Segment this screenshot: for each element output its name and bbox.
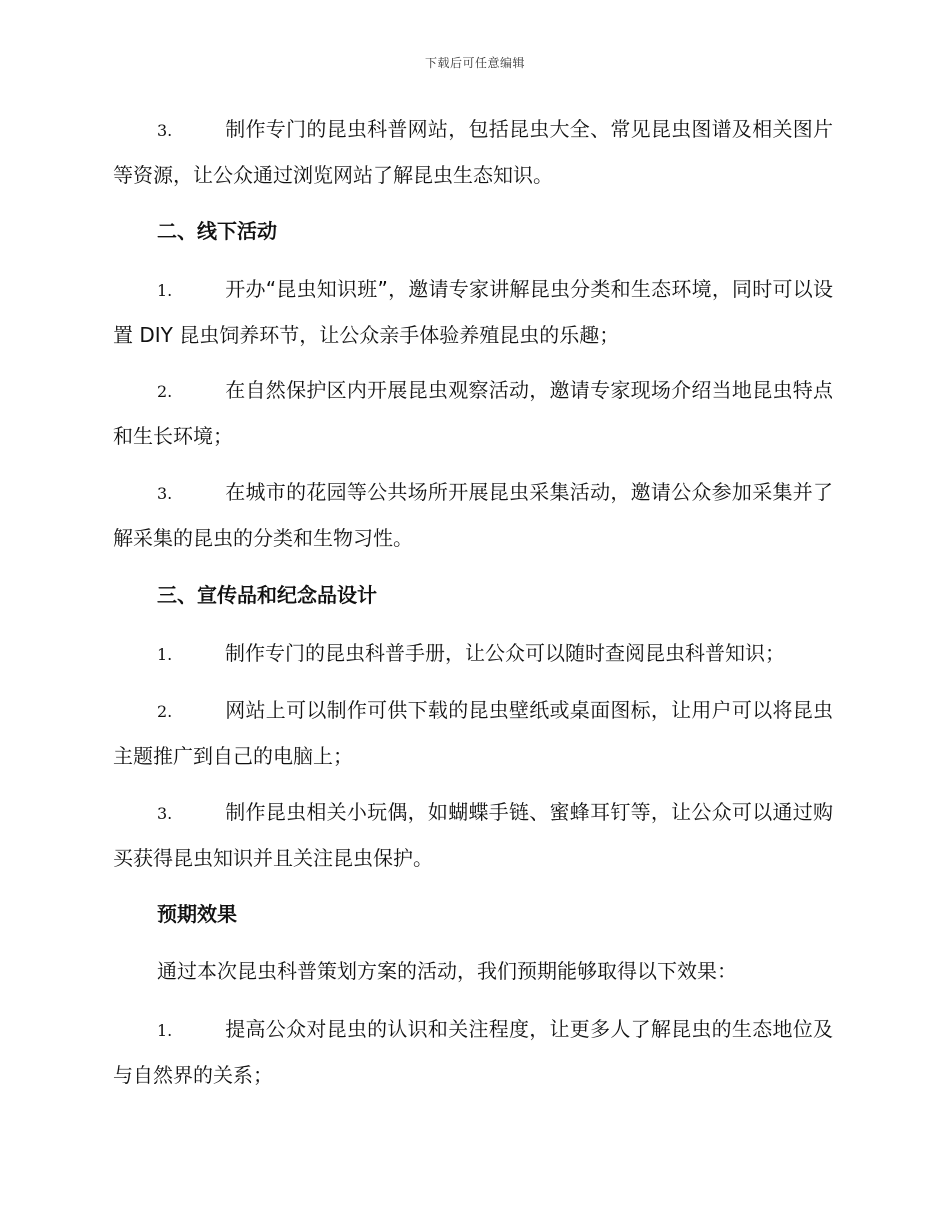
list-text: 在城市的花园等公共场所开展昆虫采集活动，邀请公众参加采集并了解采集的昆虫的分类和生物习性。 [113,480,833,550]
page-header: 下载后可任意编辑 [424,56,525,70]
list-number: 3. [157,804,173,823]
list-item [113,631,833,677]
list-text: 提高公众对昆虫的认识和关注程度，让更多人了解昆虫的生态地位及与自然界的关系； [113,1017,833,1087]
list-item [113,688,833,778]
list-item [113,1007,833,1097]
section-heading: 三、宣传品和纪念品设计 [157,583,377,607]
section-heading: 预期效果 [157,902,237,926]
list-item [113,790,833,880]
list-item [113,267,833,357]
list-text: 制作专门的昆虫科普手册，让公众可以随时查阅昆虫科普知识； [225,641,785,665]
list-text: 制作昆虫相关小玩偶，如蝴蝶手链、蜜蜂耳钉等，让公众可以通过购买获得昆虫知识并且关注昆虫保护。 [113,800,833,870]
list-item [113,470,833,560]
list-item [113,368,833,458]
list-number: 1. [157,1021,173,1040]
list-text: 制作专门的昆虫科普网站，包括昆虫大全、常见昆虫图谱及相关图片等资源，让公众通过浏览网站了解昆虫生态知识。 [113,117,833,187]
section-heading: 二、线下活动 [157,219,277,243]
list-number: 1. [157,645,173,664]
intro-paragraph: 通过本次昆虫科普策划方案的活动，我们预期能够取得以下效果： [157,959,737,983]
list-item [113,107,833,197]
list-number: 3. [157,484,173,503]
list-text: 在自然保护区内开展昆虫观察活动，邀请专家现场介绍当地昆虫特点和生长环境； [113,378,833,448]
list-number: 2. [157,382,173,401]
list-number: 3. [157,121,173,140]
list-number: 1. [157,281,173,300]
list-text: 网站上可以制作可供下载的昆虫壁纸或桌面图标，让用户可以将昆虫主题推广到自己的电脑上； [113,698,833,768]
list-text: 开办“昆虫知识班”，邀请专家讲解昆虫分类和生态环境，同时可以设置 DIY 昆虫饲养环节，让公众亲手体验养殖昆虫的乐趣； [113,277,833,347]
list-number: 2. [157,702,173,721]
